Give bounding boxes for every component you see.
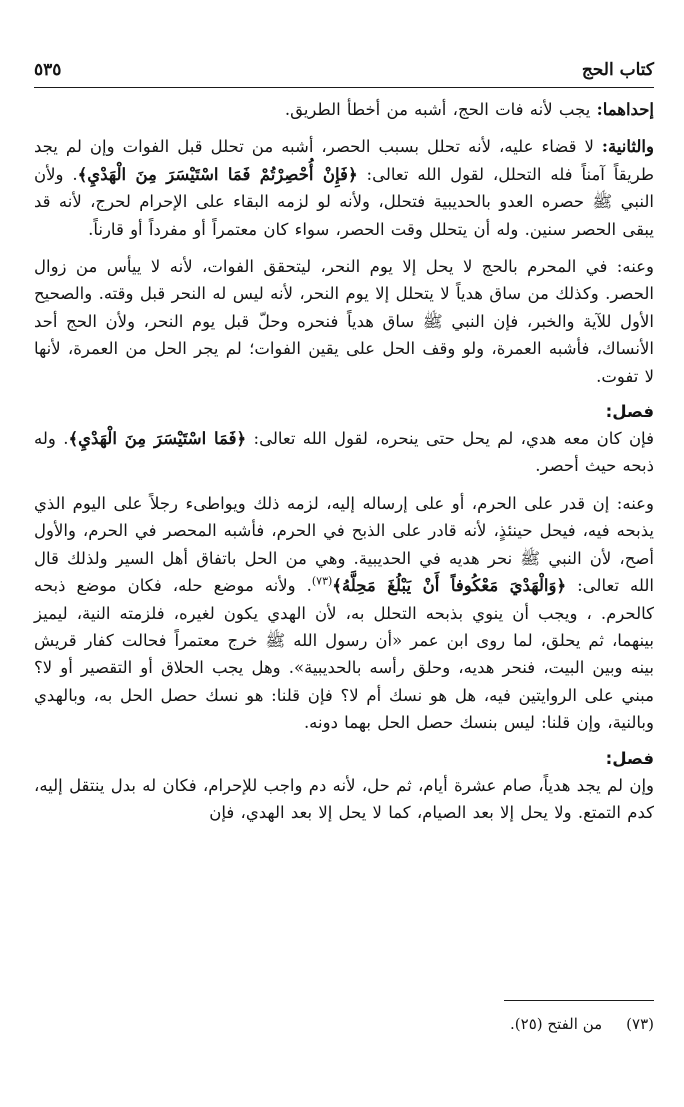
- book-page: [34, 46, 654, 836]
- footnote-number: (٧٣): [626, 1015, 654, 1033]
- paragraph-text: وعنه: في المحرم بالحج لا يحل إلا يوم النحر، ليتحقق الفوات، لأنه لا ييأس من زوال الحصر. وكذلك من ساق هدياً لا يتحلل إلا يوم النحر، لأنه ليس له النحر قبل وقته. والصحيح الأول للآية والخبر، فإن النبي ﷺ ساق هدياً فنحره وحلّ قبل يوم النحر، ولأن الحج أحد الأنساك، فأشبه العمرة، ولو وقف الحل على يقين الفوات؛ لم يجر الحل من العمرة، لأنها لا تفوت.: [34, 257, 654, 386]
- header-rule: [34, 87, 654, 88]
- running-header: [34, 46, 654, 80]
- footnote-area: [34, 1000, 654, 1033]
- section2-paragraph-1: [34, 772, 654, 827]
- section-heading: فصل:: [605, 748, 654, 768]
- paragraph-text: . وله ذبحه حيث أحصر.: [34, 429, 654, 476]
- paragraph-text: لا قضاء عليه، لأنه تحلل بسبب الحصر، أشبه من تحلل قبل الفوات وإن لم يجد طريقاً آمناً فله التحلل، لقول الله تعالى:: [34, 137, 654, 184]
- paragraph-second-narration: [34, 133, 654, 243]
- section-heading: فصل:: [605, 402, 654, 422]
- running-title: كتاب الحج: [581, 60, 654, 80]
- quran-quote: ﴿وَالْهَدْيَ مَعْكُوفاً أَنْ يَبْلُغَ مَحِلَّهُ﴾: [332, 576, 567, 596]
- main-text: [34, 96, 654, 826]
- section1-paragraph-1: [34, 425, 654, 480]
- footnote-text: من الفتح (٢٥).: [510, 1015, 603, 1033]
- page-number: ٥٣٥: [34, 60, 62, 80]
- paragraph-text: . ولأن النبي ﷺ حصره العدو بالحديبية فتحلل، ولأنه لو لزمه البقاء على الإحرام لحرج، لأنه قد يبقى الحصر سنين. وله أن يتحلل وقت الحصر، سواء كان معتمراً أو مفرداً أو قارناً.: [34, 164, 654, 239]
- quran-quote: ﴿فَمَا اسْتَيْسَرَ مِنَ الْهَدْيِ﴾: [68, 429, 247, 449]
- paragraph-third: [34, 253, 654, 390]
- paragraph-text: يجب لأنه فات الحج، أشبه من أخطأ الطريق.: [284, 100, 597, 119]
- section1-paragraph-2: [34, 490, 654, 737]
- footnote-reference[interactable]: (٧٣): [311, 574, 333, 588]
- paragraph-first-narration: [34, 96, 654, 123]
- quran-quote: ﴿فَإِنْ أُحْصِرْتُمْ فَمَا اسْتَيْسَرَ مِنَ الْهَدْيِ﴾: [77, 164, 358, 184]
- footnote-rule: [504, 1000, 654, 1001]
- paragraph-text: فإن كان معه هدي، لم يحل حتى ينحره، لقول الله تعالى:: [246, 429, 654, 449]
- footnote: [34, 1015, 654, 1033]
- paragraph-text: وعنه: إن قدر على الحرم، أو على إرساله إليه، لزمه ذلك ويواطىء رجلاً على اليوم الذي يذبحه فيه، فيحل حينئذٍ، لأنه قادر على الذبح في الحرم، فأشبه المحصر في الحرم، والأول أصح، لأن النبي ﷺ نحر هديه في الحديبية. وهي من الحل باتفاق أهل السير ولذلك قال الله تعالى:: [34, 493, 654, 596]
- lead-word: والثانية:: [601, 137, 654, 157]
- paragraph-text: وإن لم يجد هدياً، صام عشرة أيام، ثم حل، لأنه دم واجب للإحرام، فكان له بدل ينتقل إليه، كدم التمتع. ولا يحل إلا بعد الصيام، كما لا يحل إلا بعد الهدي، فإن: [34, 775, 654, 822]
- lead-word: إحداهما:: [596, 100, 654, 119]
- paragraph-text: . ولأنه موضع حله، فكان موضع ذبحه كالحرم. ، ويجب أن ينوي بذبحه التحلل به، لأن الهدي يكون لغيره، فلزمته النية، ليميز بينهما، ثم يحلق، لما روى ابن عمر «أن رسول الله ﷺ خرج معتمراً فحالت كفار قريش بينه وبين البيت، فنحر هديه، وحلق رأسه بالحديبية». وهل يجب الحلاق أو التقصير أو لا؟ مبني على الروايتين فيه، هل هو نسك أم لا؟ فإن قلنا: هو نسك حصل الحل به، وبالهدي وبالنية، وإن قلنا: ليس بنسك حصل الحل بهما دونه.: [34, 576, 654, 733]
